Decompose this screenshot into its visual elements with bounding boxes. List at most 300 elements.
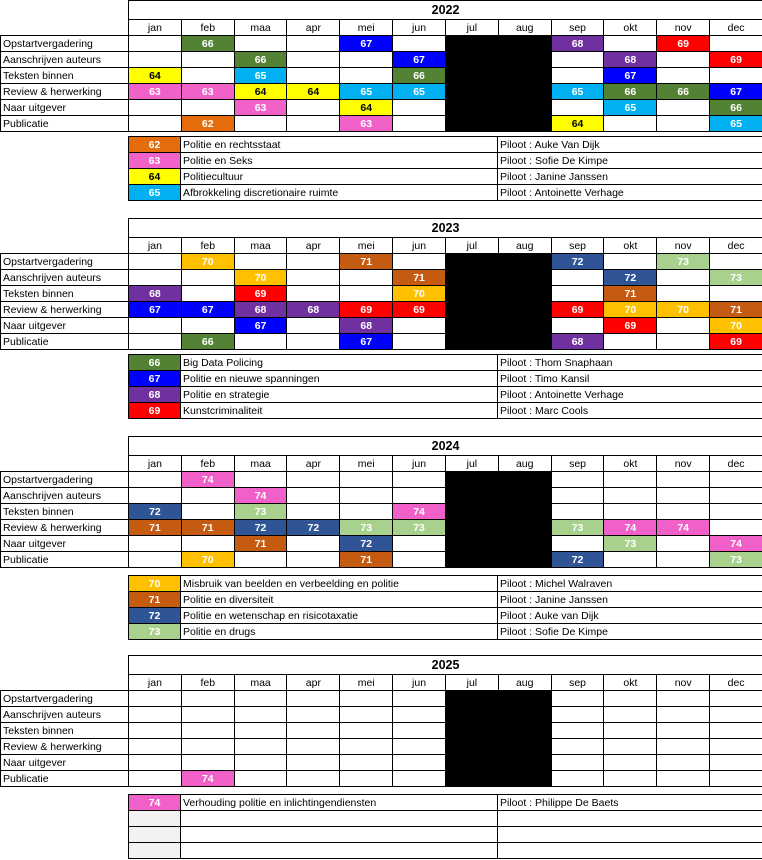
schedule-cell[interactable] [287,552,340,568]
schedule-cell[interactable] [181,68,234,84]
schedule-cell[interactable]: 68 [551,334,604,350]
schedule-cell[interactable] [181,270,234,286]
schedule-cell[interactable] [393,116,446,132]
schedule-cell[interactable] [551,286,604,302]
schedule-cell[interactable] [657,334,710,350]
schedule-cell[interactable] [287,254,340,270]
schedule-cell[interactable]: 69 [657,36,710,52]
schedule-cell[interactable] [657,286,710,302]
schedule-cell[interactable] [657,536,710,552]
schedule-cell[interactable]: 67 [234,318,287,334]
month-header-nov: nov [657,456,710,472]
schedule-cell[interactable] [234,739,287,755]
schedule-cell[interactable] [287,723,340,739]
schedule-cell[interactable] [657,100,710,116]
schedule-cell[interactable] [604,771,657,787]
schedule-cell[interactable] [340,504,393,520]
month-header-jan: jan [129,20,182,36]
schedule-cell[interactable] [551,707,604,723]
month-header-maa: maa [234,456,287,472]
schedule-cell[interactable]: 72 [551,552,604,568]
schedule-cell[interactable] [287,771,340,787]
schedule-cell[interactable] [551,52,604,68]
month-header-okt: okt [604,20,657,36]
schedule-cell[interactable] [287,739,340,755]
schedule-cell[interactable] [604,504,657,520]
schedule-cell[interactable] [710,68,762,84]
schedule-cell[interactable] [129,691,182,707]
schedule-cell[interactable] [710,707,762,723]
schedule-cell[interactable]: 74 [657,520,710,536]
schedule-cell[interactable] [234,334,287,350]
schedule-cell[interactable] [657,270,710,286]
schedule-cell[interactable]: 71 [234,536,287,552]
schedule-cell[interactable] [287,52,340,68]
schedule-cell[interactable] [657,723,710,739]
schedule-cell[interactable] [604,707,657,723]
schedule-cell[interactable] [287,472,340,488]
schedule-cell[interactable] [234,36,287,52]
schedule-cell[interactable] [551,771,604,787]
schedule-cell[interactable] [181,52,234,68]
schedule-cell[interactable] [129,334,182,350]
schedule-cell[interactable] [340,755,393,771]
schedule-cell[interactable]: 69 [393,302,446,318]
schedule-cell[interactable]: 68 [551,36,604,52]
schedule-cell[interactable] [129,100,182,116]
schedule-cell[interactable] [129,771,182,787]
schedule-cell[interactable]: 66 [657,84,710,100]
schedule-cell[interactable]: 73 [710,270,762,286]
task-label: Teksten binnen [1,286,129,302]
schedule-cell[interactable] [604,723,657,739]
legend-title: Politiecultuur [181,169,498,185]
schedule-cell[interactable] [551,270,604,286]
schedule-cell[interactable] [287,270,340,286]
schedule-cell[interactable] [181,318,234,334]
task-label: Teksten binnen [1,723,129,739]
schedule-cell[interactable] [710,36,762,52]
schedule-cell[interactable] [287,100,340,116]
legend-row [129,153,762,169]
schedule-cell[interactable]: 63 [129,84,182,100]
month-header-jul: jul [445,456,498,472]
schedule-cell[interactable]: 72 [604,270,657,286]
month-header-jun: jun [393,20,446,36]
schedule-cell[interactable] [393,100,446,116]
schedule-cell[interactable]: 71 [340,254,393,270]
schedule-cell[interactable]: 69 [551,302,604,318]
schedule-cell[interactable] [129,116,182,132]
schedule-cell[interactable]: 66 [234,52,287,68]
schedule-cell[interactable] [287,755,340,771]
schedule-cell[interactable] [287,488,340,504]
schedule-cell[interactable] [657,116,710,132]
schedule-cell[interactable] [710,286,762,302]
schedule-cell[interactable]: 73 [604,536,657,552]
schedule-cell[interactable]: 71 [181,520,234,536]
schedule-cell[interactable]: 64 [129,68,182,84]
schedule-cell[interactable] [287,36,340,52]
task-label: Aanschrijven auteurs [1,52,129,68]
schedule-cell[interactable]: 69 [710,334,762,350]
schedule-cell[interactable] [129,270,182,286]
task-row [1,116,762,132]
summer-break-block [445,691,551,787]
schedule-cell[interactable]: 67 [604,68,657,84]
task-label: Naar uitgever [1,536,129,552]
task-row [1,520,762,536]
schedule-cell[interactable]: 70 [393,286,446,302]
schedule-cell[interactable] [340,723,393,739]
schedule-cell[interactable] [129,707,182,723]
schedule-cell[interactable] [129,254,182,270]
schedule-cell[interactable]: 63 [181,84,234,100]
task-label: Publicatie [1,771,129,787]
schedule-cell[interactable] [710,488,762,504]
month-header-maa: maa [234,675,287,691]
task-row [1,488,762,504]
schedule-cell[interactable] [657,472,710,488]
schedule-cell[interactable]: 64 [340,100,393,116]
month-header-okt: okt [604,675,657,691]
legend-row [129,355,762,371]
corner-blank [1,1,129,20]
schedule-cell[interactable] [129,755,182,771]
schedule-cell[interactable]: 69 [340,302,393,318]
schedule-cell[interactable] [393,739,446,755]
schedule-cell[interactable] [234,707,287,723]
schedule-cell[interactable]: 68 [340,318,393,334]
schedule-cell[interactable]: 69 [710,52,762,68]
schedule-cell[interactable]: 73 [710,552,762,568]
schedule-cell[interactable] [129,488,182,504]
month-header-maa: maa [234,20,287,36]
month-header-jul: jul [445,238,498,254]
schedule-cell[interactable]: 73 [393,520,446,536]
schedule-cell[interactable]: 64 [287,84,340,100]
schedule-cell[interactable] [181,504,234,520]
schedule-cell[interactable] [181,707,234,723]
schedule-cell[interactable]: 74 [710,536,762,552]
schedule-cell[interactable] [129,723,182,739]
schedule-cell[interactable] [287,286,340,302]
schedule-cell[interactable]: 74 [393,504,446,520]
schedule-cell[interactable] [234,771,287,787]
legend-title: Politie en nieuwe spanningen [181,371,498,387]
legend-title: Verhouding politie en inlichtingendiensten [181,795,498,811]
schedule-cell[interactable]: 63 [340,116,393,132]
schedule-cell[interactable] [234,723,287,739]
schedule-cell[interactable] [129,52,182,68]
schedule-cell[interactable] [393,254,446,270]
schedule-cell[interactable] [551,100,604,116]
corner-blank [1,238,129,254]
schedule-cell[interactable] [393,552,446,568]
schedule-cell[interactable] [604,755,657,771]
schedule-cell[interactable] [234,254,287,270]
schedule-cell[interactable] [287,334,340,350]
legend-row [129,169,762,185]
schedule-cell[interactable] [234,755,287,771]
schedule-cell[interactable]: 71 [393,270,446,286]
schedule-cell[interactable] [604,334,657,350]
schedule-cell[interactable] [604,254,657,270]
schedule-cell[interactable] [393,334,446,350]
schedule-cell[interactable] [393,472,446,488]
schedule-cell[interactable]: 73 [340,520,393,536]
schedule-cell[interactable]: 73 [551,520,604,536]
legend-title [181,843,498,859]
schedule-cell[interactable] [129,472,182,488]
legend-code: 62 [129,137,181,153]
schedule-cell[interactable] [340,286,393,302]
schedule-cell[interactable]: 70 [234,270,287,286]
schedule-cell[interactable] [551,723,604,739]
schedule-cell[interactable]: 62 [181,116,234,132]
task-row [1,755,762,771]
schedule-cell[interactable] [710,472,762,488]
schedule-cell[interactable]: 64 [551,116,604,132]
schedule-cell[interactable]: 72 [340,536,393,552]
task-row [1,472,762,488]
schedule-cell[interactable] [287,68,340,84]
schedule-cell[interactable]: 66 [604,84,657,100]
schedule-cell[interactable] [287,116,340,132]
schedule-cell[interactable] [657,552,710,568]
legend-code: 66 [129,355,181,371]
schedule-cell[interactable]: 67 [129,302,182,318]
schedule-cell[interactable] [181,536,234,552]
schedule-cell[interactable] [710,771,762,787]
schedule-cell[interactable] [604,36,657,52]
schedule-cell[interactable]: 64 [234,84,287,100]
schedule-cell[interactable] [551,739,604,755]
schedule-cell[interactable] [710,691,762,707]
legend-pilot: Piloot : Antoinette Verhage [498,185,762,201]
schedule-cell[interactable] [340,771,393,787]
schedule-cell[interactable]: 71 [710,302,762,318]
schedule-cell[interactable]: 72 [287,520,340,536]
schedule-cell[interactable]: 66 [710,100,762,116]
schedule-cell[interactable]: 71 [340,552,393,568]
schedule-cell[interactable] [340,739,393,755]
schedule-cell[interactable]: 65 [604,100,657,116]
schedule-cell[interactable] [604,472,657,488]
schedule-cell[interactable]: 70 [181,254,234,270]
schedule-cell[interactable] [551,536,604,552]
schedule-cell[interactable] [604,488,657,504]
schedule-cell[interactable] [551,68,604,84]
task-label: Review & herwerking [1,302,129,318]
month-header-jul: jul [445,20,498,36]
schedule-cell[interactable]: 68 [234,302,287,318]
schedule-cell[interactable] [234,472,287,488]
task-row [1,254,762,270]
year-2025-table [0,655,762,787]
schedule-cell[interactable] [287,504,340,520]
schedule-cell[interactable] [604,691,657,707]
schedule-cell[interactable] [234,552,287,568]
schedule-cell[interactable] [551,318,604,334]
month-header-feb: feb [181,675,234,691]
schedule-cell[interactable]: 71 [129,520,182,536]
schedule-cell[interactable]: 65 [710,116,762,132]
schedule-cell[interactable] [551,691,604,707]
schedule-cell[interactable]: 74 [604,520,657,536]
schedule-cell[interactable] [393,536,446,552]
schedule-cell[interactable] [393,771,446,787]
schedule-cell[interactable] [551,504,604,520]
schedule-cell[interactable]: 74 [181,771,234,787]
schedule-cell[interactable] [710,520,762,536]
month-header-aug: aug [498,456,551,472]
schedule-cell[interactable] [393,488,446,504]
schedule-cell[interactable] [710,739,762,755]
legend-row [129,387,762,403]
legend-title: Politie en drugs [181,624,498,640]
schedule-cell[interactable]: 73 [234,504,287,520]
corner-blank [1,675,129,691]
schedule-cell[interactable] [340,488,393,504]
schedule-cell[interactable]: 67 [340,36,393,52]
schedule-cell[interactable] [657,691,710,707]
schedule-cell[interactable]: 66 [181,36,234,52]
schedule-cell[interactable]: 68 [129,286,182,302]
schedule-cell[interactable] [393,36,446,52]
schedule-cell[interactable] [604,552,657,568]
schedule-cell[interactable] [234,691,287,707]
schedule-cell[interactable] [287,707,340,723]
schedule-cell[interactable] [710,504,762,520]
legend-title [181,827,498,843]
task-row [1,286,762,302]
schedule-cell[interactable] [129,536,182,552]
year-2023-table [0,218,762,350]
month-header-jun: jun [393,675,446,691]
schedule-cell[interactable] [181,488,234,504]
schedule-cell[interactable] [657,707,710,723]
schedule-cell[interactable] [129,36,182,52]
schedule-cell[interactable] [657,318,710,334]
schedule-cell[interactable] [340,472,393,488]
schedule-cell[interactable]: 67 [181,302,234,318]
schedule-cell[interactable] [710,254,762,270]
legend-pilot: Piloot : Timo Kansil [498,371,762,387]
schedule-cell[interactable]: 71 [604,286,657,302]
schedule-cell[interactable]: 70 [657,302,710,318]
schedule-cell[interactable] [657,739,710,755]
schedule-cell[interactable] [393,691,446,707]
schedule-cell[interactable] [657,504,710,520]
schedule-cell[interactable] [340,52,393,68]
schedule-cell[interactable] [393,723,446,739]
schedule-cell[interactable]: 67 [340,334,393,350]
schedule-cell[interactable]: 69 [604,318,657,334]
schedule-cell[interactable] [340,68,393,84]
schedule-cell[interactable] [287,536,340,552]
schedule-cell[interactable] [129,318,182,334]
schedule-cell[interactable] [551,488,604,504]
schedule-cell[interactable] [551,755,604,771]
schedule-cell[interactable]: 69 [234,286,287,302]
schedule-cell[interactable] [657,68,710,84]
schedule-cell[interactable]: 73 [657,254,710,270]
task-label: Review & herwerking [1,84,129,100]
month-header-sep: sep [551,456,604,472]
schedule-cell[interactable] [181,691,234,707]
schedule-cell[interactable]: 72 [234,520,287,536]
schedule-cell[interactable] [657,488,710,504]
schedule-cell[interactable]: 65 [340,84,393,100]
schedule-cell[interactable] [340,707,393,723]
legend-title: Kunstcriminaliteit [181,403,498,419]
schedule-cell[interactable]: 74 [181,472,234,488]
legend-title: Misbruik van beelden en verbeelding en politie [181,576,498,592]
schedule-cell[interactable] [234,116,287,132]
schedule-cell[interactable] [551,472,604,488]
schedule-cell[interactable] [604,739,657,755]
schedule-cell[interactable]: 63 [234,100,287,116]
schedule-cell[interactable]: 70 [710,318,762,334]
schedule-cell[interactable]: 65 [551,84,604,100]
schedule-cell[interactable]: 72 [129,504,182,520]
legend-code: 68 [129,387,181,403]
schedule-cell[interactable] [657,52,710,68]
schedule-cell[interactable] [393,707,446,723]
schedule-cell[interactable] [287,691,340,707]
schedule-cell[interactable]: 65 [234,68,287,84]
schedule-cell[interactable] [340,691,393,707]
schedule-cell[interactable] [181,739,234,755]
schedule-cell[interactable] [393,755,446,771]
schedule-cell[interactable] [181,100,234,116]
legend-pilot: Piloot : Sofie De Kimpe [498,624,762,640]
schedule-cell[interactable]: 68 [604,52,657,68]
schedule-cell[interactable] [129,739,182,755]
schedule-cell[interactable] [181,723,234,739]
schedule-cell[interactable]: 68 [287,302,340,318]
month-header-jan: jan [129,675,182,691]
schedule-cell[interactable]: 74 [234,488,287,504]
schedule-cell[interactable] [710,723,762,739]
legend-code: 65 [129,185,181,201]
schedule-cell[interactable]: 67 [393,52,446,68]
schedule-cell[interactable]: 70 [604,302,657,318]
schedule-cell[interactable] [340,270,393,286]
schedule-cell[interactable] [657,771,710,787]
task-label: Teksten binnen [1,504,129,520]
schedule-cell[interactable] [393,318,446,334]
schedule-cell[interactable] [129,552,182,568]
year-2024-table [0,436,762,568]
schedule-cell[interactable] [657,755,710,771]
task-row [1,100,762,116]
schedule-cell[interactable]: 70 [181,552,234,568]
schedule-cell[interactable]: 65 [393,84,446,100]
schedule-cell[interactable] [710,755,762,771]
task-row [1,739,762,755]
schedule-cell[interactable]: 72 [551,254,604,270]
schedule-cell[interactable]: 66 [181,334,234,350]
schedule-cell[interactable] [287,318,340,334]
schedule-cell[interactable]: 66 [393,68,446,84]
schedule-cell[interactable] [604,116,657,132]
schedule-cell[interactable] [181,286,234,302]
schedule-cell[interactable] [181,755,234,771]
task-row [1,68,762,84]
schedule-cell[interactable]: 67 [710,84,762,100]
